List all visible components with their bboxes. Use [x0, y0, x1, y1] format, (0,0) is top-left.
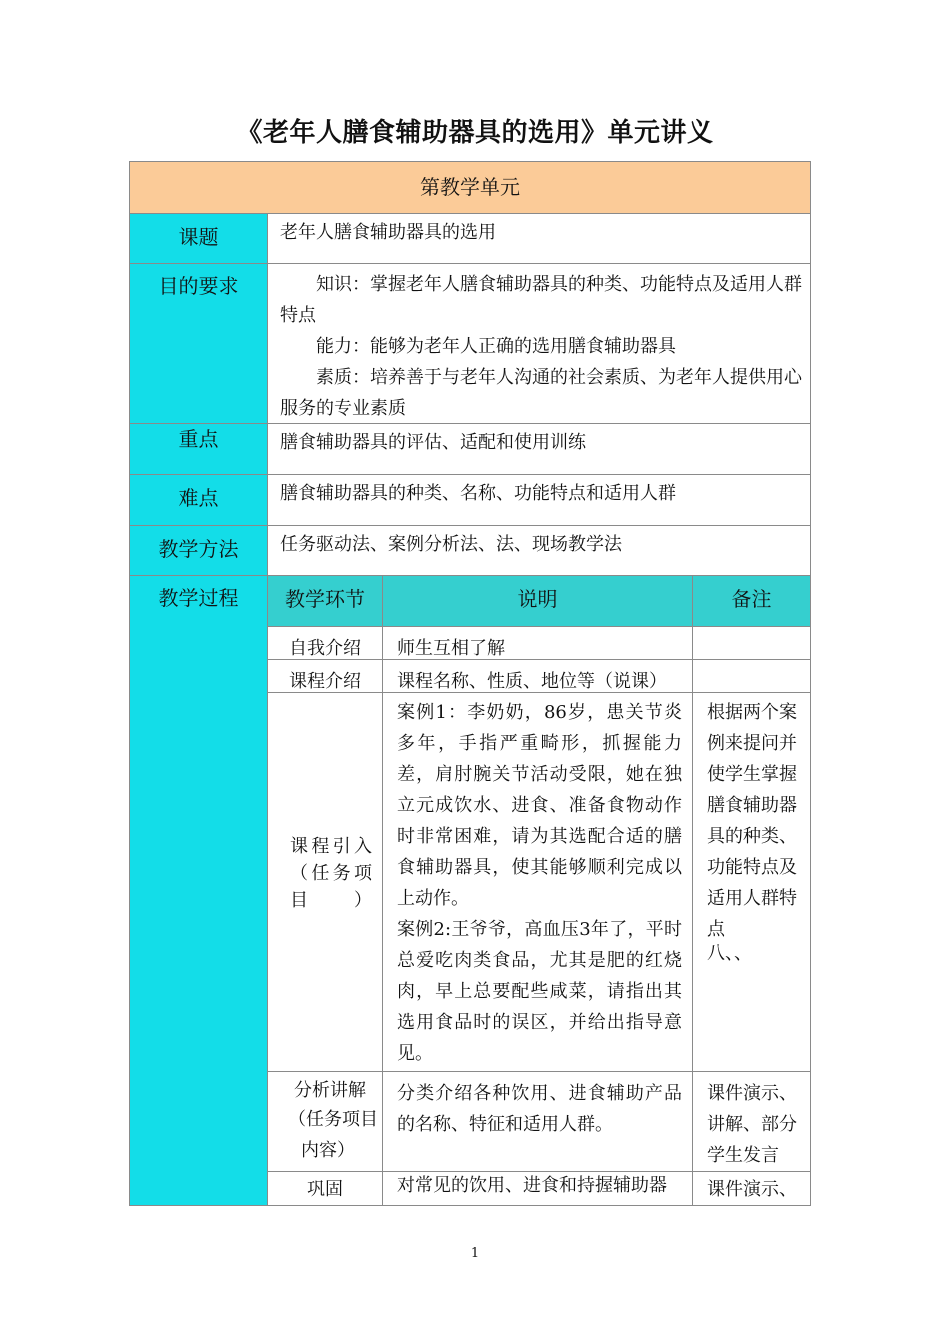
- stage-course-intro-cell: [267, 659, 383, 693]
- difficulty-label-cell: [129, 474, 268, 526]
- desc-self-intro-cell: [382, 626, 693, 660]
- difficulty-value-cell: [267, 474, 811, 526]
- note-lead-in-cell: [692, 692, 811, 1072]
- stage-self-intro-cell: [267, 626, 383, 660]
- objectives-label: 目的要求: [158, 274, 239, 298]
- stage-course-intro: 课程介绍: [289, 671, 361, 692]
- stage-self-intro: 自我介绍: [289, 638, 361, 659]
- unit-header: [129, 161, 811, 214]
- topic-label-cell: [129, 213, 268, 264]
- process-header-note-text: 备注: [731, 587, 772, 611]
- case-2: 案例2:王爷爷，高血压3年了，平时总爱吃肉类食品，尤其是肥的红烧肉，早上总要配些咸菜，请指出其选用食品时的误区，并给出指导意见。: [397, 919, 682, 1064]
- note-course-intro-cell: [692, 659, 811, 693]
- desc-course-intro-cell: [382, 659, 693, 693]
- desc-consolidate: 对常见的饮用、进食和持握辅助器: [397, 1175, 667, 1196]
- process-header-desc-text: 说明: [517, 587, 558, 611]
- process-label: 教学过程: [158, 586, 239, 610]
- topic-value: 老年人膳食辅助器具的选用: [280, 222, 496, 243]
- note-self-intro-cell: [692, 626, 811, 660]
- objective-quality: 素质：培养善于与老年人沟通的社会素质、为老年人提供用心服务的专业素质: [280, 367, 802, 419]
- desc-lead-in-cell: [382, 692, 693, 1072]
- methods-label-cell: [129, 525, 268, 576]
- unit-header-text: 第教学单元: [420, 175, 520, 199]
- key-point-value-cell: [267, 423, 811, 475]
- key-point-label-cell: [129, 423, 268, 475]
- process-header-desc: [382, 575, 693, 627]
- page-number: 1: [470, 1246, 480, 1261]
- process-header-stage-text: 教学环节: [285, 587, 365, 611]
- key-point-label: 重点: [178, 427, 219, 451]
- objectives-value-cell: [267, 263, 811, 424]
- key-point-value: 膳食辅助器具的评估、适配和使用训练: [280, 432, 586, 453]
- stage-lead-in: 课程引入（任务项目）: [290, 836, 374, 911]
- process-header-stage: [267, 575, 383, 627]
- note-analysis-cell: [692, 1071, 811, 1172]
- document-title: 《老年人膳食辅助器具的选用》单元讲义: [236, 118, 714, 148]
- stage-analysis-line2: （任务项目: [288, 1109, 378, 1130]
- difficulty-label: 难点: [178, 486, 219, 510]
- stage-analysis-line1: 分析讲解: [294, 1080, 366, 1101]
- note-lead-in-extra: 八、、: [707, 943, 752, 964]
- topic-label: 课题: [178, 225, 219, 249]
- objective-ability: 能力：能够为老年人正确的选用膳食辅助器具: [316, 336, 676, 357]
- desc-self-intro: 师生互相了解: [397, 638, 505, 659]
- desc-analysis: 分类介绍各种饮用、进食辅助产品的名称、特征和适用人群。: [397, 1083, 682, 1135]
- objectives-label-cell: [129, 263, 268, 424]
- methods-value-cell: [267, 525, 811, 576]
- desc-analysis-cell: [382, 1071, 693, 1172]
- stage-analysis-cell: [267, 1071, 383, 1172]
- difficulty-value: 膳食辅助器具的种类、名称、功能特点和适用人群: [280, 483, 676, 504]
- methods-value: 任务驱动法、案例分析法、法、现场教学法: [280, 534, 622, 555]
- process-header-note: [692, 575, 811, 627]
- stage-consolidate: 巩固: [307, 1179, 343, 1200]
- note-analysis: 课件演示、讲解、部分学生发言: [707, 1083, 797, 1166]
- desc-consolidate-cell: [382, 1171, 693, 1206]
- objective-knowledge: 知识：掌握老年人膳食辅助器具的种类、功能特点及适用人群特点: [280, 274, 802, 326]
- note-consolidate: 课件演示、: [707, 1179, 797, 1200]
- topic-value-cell: [267, 213, 811, 264]
- note-lead-in: 根据两个案例来提问并使学生掌握膳食辅助器具的种类、功能特点及适用人群特点: [707, 702, 797, 940]
- case-1: 案例1：李奶奶，86岁，患关节炎多年，手指严重畸形，抓握能力差，肩肘腕关节活动受限，她在独立元成饮水、进食、准备食物动作时非常困难，请为其选配合适的膳食辅助器具，使其能够顺利完成以上动作。: [397, 702, 682, 909]
- stage-consolidate-cell: [267, 1171, 383, 1206]
- stage-analysis-line3: 内容）: [301, 1140, 355, 1161]
- methods-label: 教学方法: [158, 537, 239, 561]
- stage-lead-in-cell: [267, 692, 383, 1072]
- desc-course-intro: 课程名称、性质、地位等（说课）: [397, 671, 667, 692]
- note-consolidate-cell: [692, 1171, 811, 1206]
- process-label-cell: [129, 575, 268, 1206]
